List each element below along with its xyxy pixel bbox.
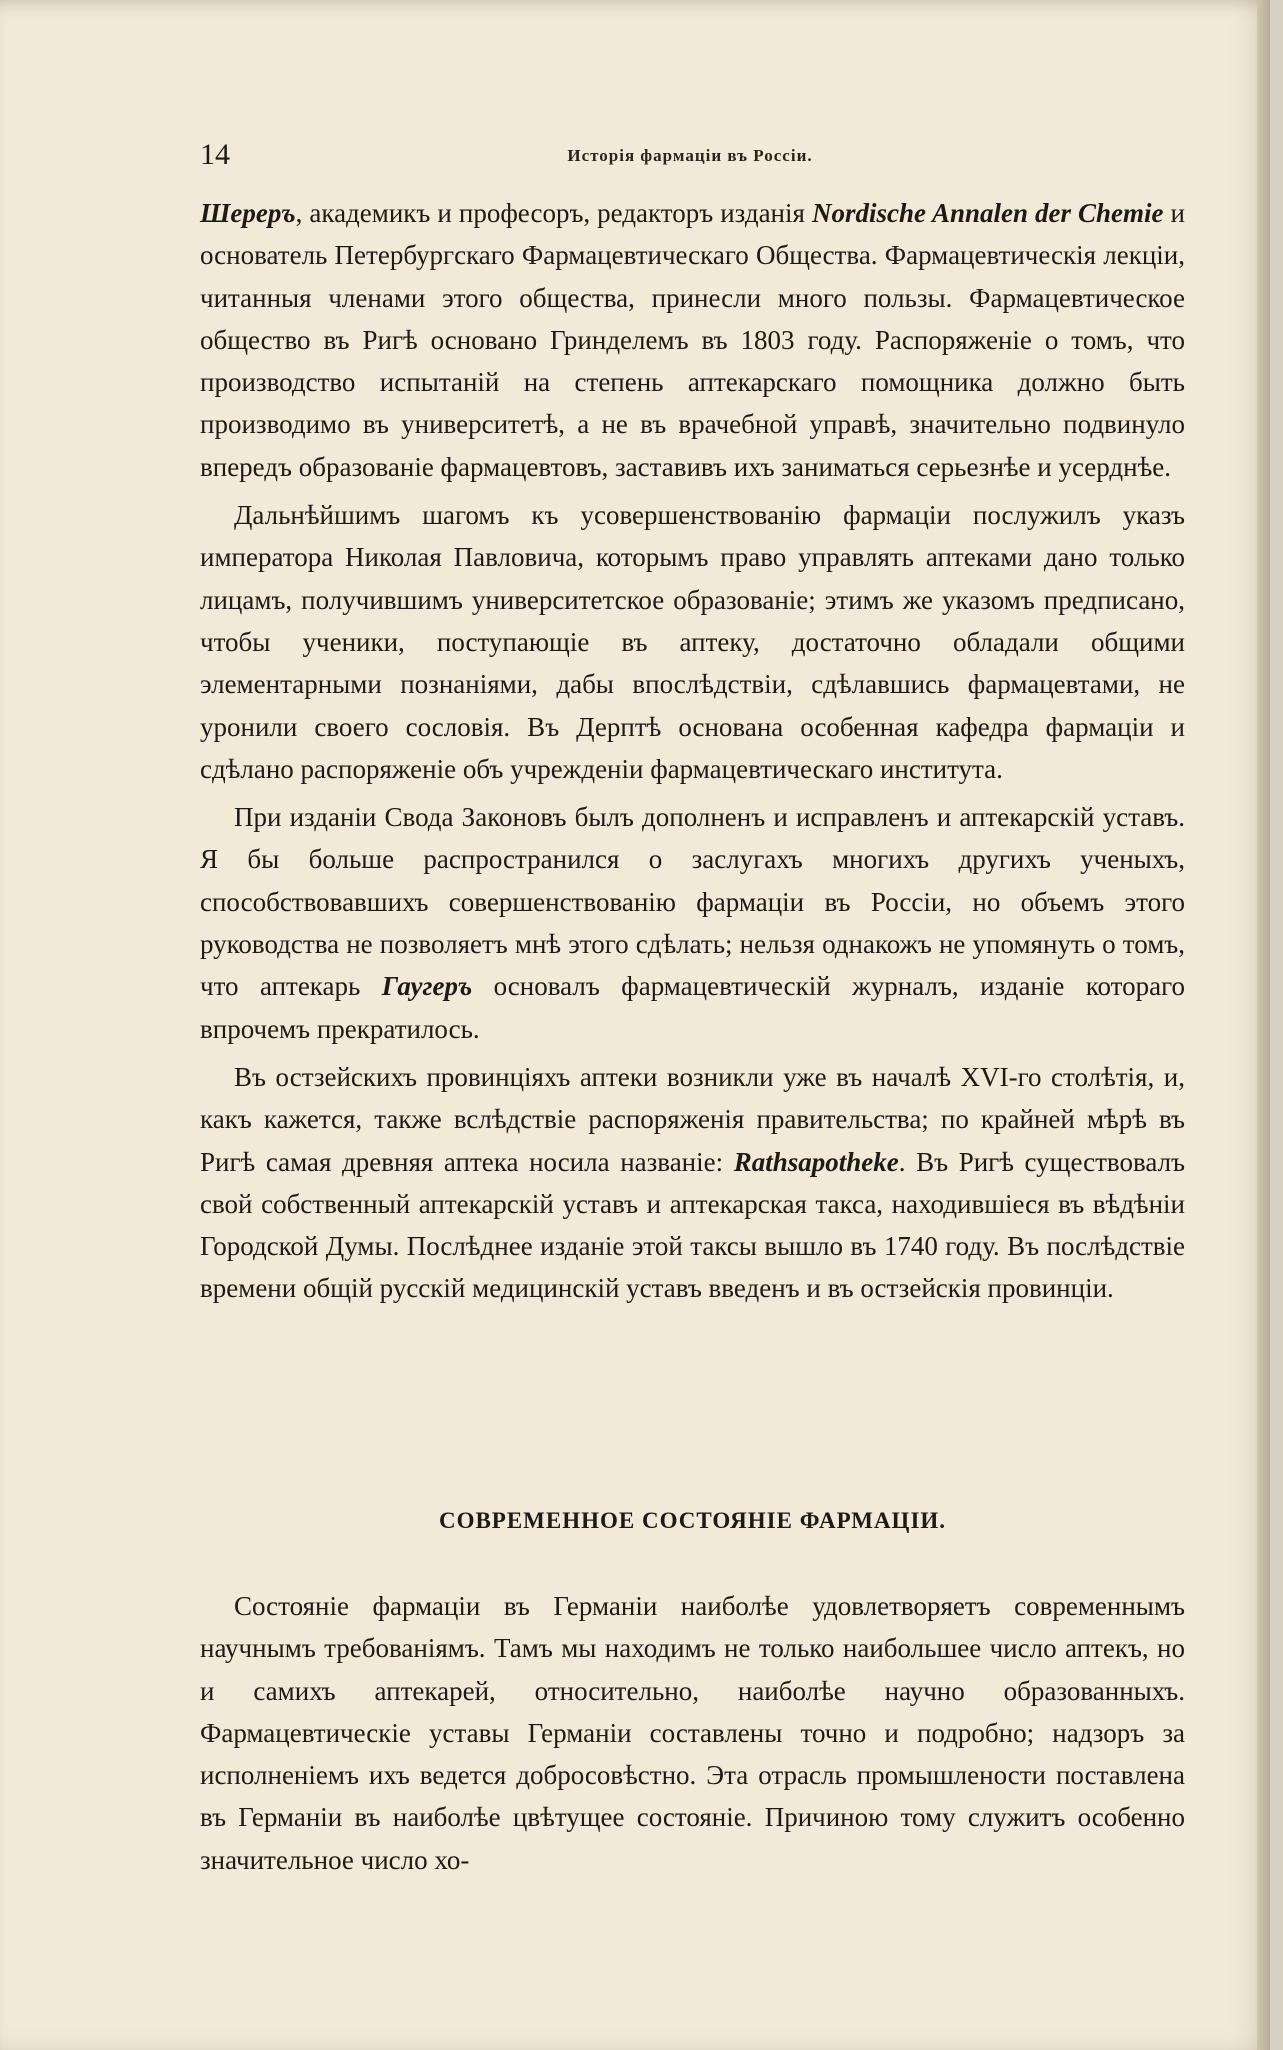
text-span: Nordische Annalen der Chemie (811, 198, 1164, 228)
section-paragraph: Состояніе фармаціи въ Германіи наиболѣе удовлетворяетъ современнымъ научнымъ требованіямъ. Тамъ мы находимъ не только наибольшее число аптекъ, но и самихъ аптекарей, относительно, наиболѣе научно образованныхъ. Фармацевтическіе уставы Германіи составлены точно и подробно; надзоръ за исполненіемъ ихъ ведется добросовѣстно. Эта отрасль промышлености поставлена въ Германіи въ наиболѣе цвѣтущее состояніе. Причиною тому служитъ особенно значительное число хо- (200, 1591, 1185, 1875)
body-text (200, 192, 1185, 1310)
paragraph-1 (200, 192, 1185, 488)
paragraph-4 (200, 1056, 1185, 1310)
paragraph-2 (200, 494, 1185, 790)
paragraph-3 (200, 796, 1185, 1050)
section-text (200, 1585, 1185, 1881)
text-span: Шереръ (200, 198, 296, 228)
text-span: Въ остзейскихъ провинціяхъ аптеки возникли уже въ началѣ XVI-го столѣтія, и, какъ кажется, также вслѣдствіе распоряженія правительства; по крайней мѣрѣ въ Ригѣ самая древняя аптека носила названіе: (200, 1061, 1185, 1177)
text-span: Rathsapotheke (733, 1146, 899, 1177)
running-title: Исторія фармаціи въ Россіи. (567, 146, 813, 165)
page-edge (1257, 0, 1270, 2050)
section-heading: СОВРЕМЕННОЕ СОСТОЯНІЕ ФАРМАЦІИ. (438, 1508, 947, 1533)
text-span: , академикъ и професоръ, редакторъ изданія (295, 198, 812, 228)
page-number: 14 (200, 138, 230, 171)
page-header (200, 138, 1180, 178)
text-span: При изданіи Свода Законовъ былъ дополненъ и исправленъ и аптекарскій уставъ. Я бы больше распространился о заслугахъ многихъ другихъ ученыхъ, способствовавшихъ совершенствованію фармаціи въ Россіи, но объемъ этого руководства не позволяетъ мнѣ этого сдѣлать; нельзя однакожъ не упомянуть о томъ, что аптекарь (200, 802, 1185, 1002)
text-span: Дальнѣйшимъ шагомъ къ усовершенствованію фармаціи послужилъ указъ императора Николая Павловича, которымъ право управлять аптеками дано только лицамъ, получившимъ университетское образованіе; этимъ же указомъ предписано, чтобы ученики, поступающіе въ аптеку, достаточно обладали общими элементарными познаніями, дабы впослѣдствіи, сдѣлавшись фармацевтами, не уронили своего сословія. Въ Дерптѣ основана особенная кафедра фармаціи и сдѣлано распоряженіе объ учрежденіи фармацевтическаго института. (200, 500, 1185, 784)
text-span: основалъ фармацевтическій журналъ, изданіе котораго впрочемъ прекратилось. (200, 971, 1186, 1044)
text-span: Гаугеръ (381, 971, 473, 1002)
text-span: . Въ Ригѣ существовалъ свой собственный аптекарскій уставъ и аптекарская такса, находившіеся въ вѣдѣніи Городской Думы. Послѣднее изданіе этой таксы вышло въ 1740 году. Въ послѣдствіе времени общій русскій медицинскій уставъ введенъ и въ остзейскія провинціи. (200, 1146, 1185, 1304)
text-span: и основатель Петербургскаго Фармацевтическаго Общества. Фармацевтическія лекціи, читанныя членами этого общества, принесли много пользы. Фармацевтическое общество въ Ригѣ основано Гринделемъ въ 1803 году. Распоряженіе о томъ, что производство испытаній на степень аптекарскаго помощника должно быть производимо въ университетѣ, а не въ врачебной управѣ, значительно подвинуло впередъ образованіе фармацевтовъ, заставивъ ихъ заниматься серьезнѣе и усерднѣе. (200, 198, 1185, 482)
